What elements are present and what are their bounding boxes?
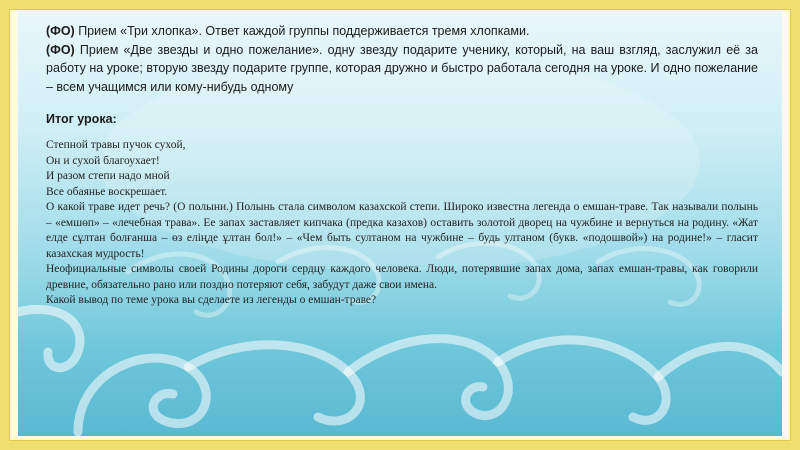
intro-paragraph-three-claps (46, 22, 758, 41)
background-panel (18, 12, 782, 436)
intro-paragraph-two-stars (46, 41, 758, 97)
fo-label: (ФО) (46, 42, 75, 57)
legend-paragraph: О какой траве идет речь? (О полыни.) Полынь стала символом казахской степи. Широко известна легенда о емшан-траве. Так называли полынь – «емшөп» – «лечебная трава». Ее запах заставляет кипчака (предка казахов) оставить золотой дворец на чужбине и вернуться на родину. «Жат елде сұлтан болғанша – өз еліңде ұлтан бол!» – «Чем быть султаном на чужбине – будь ултаном (букв. «подошвой») на родине!» – гласит казахская мудрость! (46, 201, 758, 260)
fo-label: (ФО) (46, 24, 75, 38)
poem-line: Он и сухой благоухает! (46, 154, 160, 167)
poem-line: И разом степи надо мной (46, 170, 170, 182)
intro-text: Прием «Две звезды и одно пожелание». одну звезду подарите ученику, который, на ваш взгляд, заслужил её за работу на уроке; вторую звезду подарите группе, которая дружно и быстро работала сегодня на уроке. И одно пожелание – всем учащимся или кому-нибудь одному (46, 42, 758, 94)
legend-text (46, 200, 758, 309)
slide-content (46, 22, 758, 309)
summary-heading: Итог урока: (46, 112, 117, 126)
intro-text: Прием «Три хлопка». Ответ каждой группы поддерживается тремя хлопками. (74, 24, 530, 38)
question-paragraph: Какой вывод по теме урока вы сделаете из легенды о емшан-траве? (46, 294, 377, 306)
poem (46, 138, 758, 200)
symbols-paragraph: Неофициальные символы своей Родины дороги сердцу каждого человека. Люди, потерявшие запах дома, запах емшан-травы, как говорили древние, обязательно рано или поздно потеряют себя, забудут даже свои имена. (46, 263, 758, 291)
poem-line: Степной травы пучок сухой, (46, 139, 186, 151)
poem-line: Все обаянье воскрешает. (46, 185, 168, 198)
